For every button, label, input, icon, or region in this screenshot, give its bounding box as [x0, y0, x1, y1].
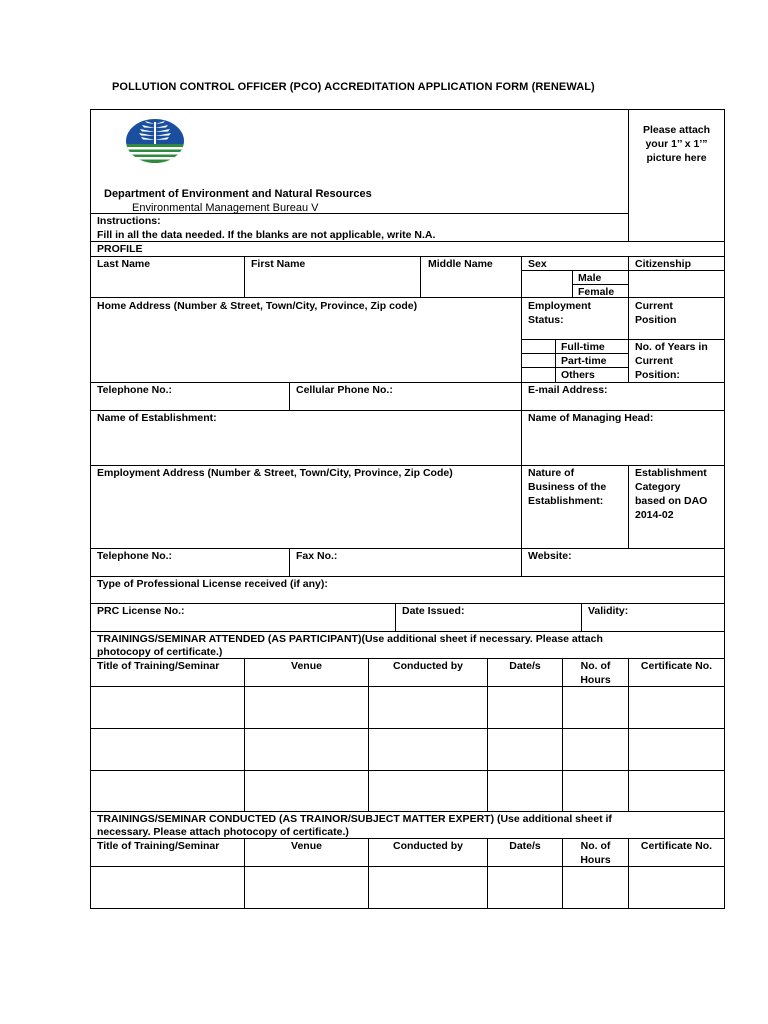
nature-of-business-field[interactable]: Nature of: [528, 467, 575, 479]
instructions-label: Instructions:: [97, 215, 161, 227]
managing-head-field[interactable]: Name of Managing Head:: [528, 412, 654, 424]
table-row[interactable]: [91, 867, 724, 908]
establishment-category-field[interactable]: Establishment: [635, 467, 707, 479]
validity-field[interactable]: Validity:: [588, 605, 629, 617]
column-header: Certificate No.: [640, 660, 713, 672]
column-header: Title of Training/Seminar: [97, 660, 220, 672]
home-address-field[interactable]: Home Address (Number & Street, Town/City, Province, Zip code): [97, 300, 418, 312]
establishment-name-field[interactable]: Name of Establishment:: [97, 412, 217, 424]
establishment-category-field[interactable]: based on DAO: [635, 495, 708, 507]
instructions-text: Fill in all the data needed. If the blanks are not applicable, write N.A.: [97, 229, 436, 241]
column-header: No. of: [580, 660, 611, 672]
column-header: Venue: [291, 660, 322, 672]
current-position-field[interactable]: Position: [635, 314, 677, 326]
sex-option-male[interactable]: Male: [578, 272, 602, 284]
date-issued-field[interactable]: Date Issued:: [402, 605, 465, 617]
column-header: No. of: [580, 840, 611, 852]
trainings-attended-heading-note: photocopy of certificate.): [97, 646, 223, 658]
photo-instruction-line: picture here: [646, 152, 707, 164]
last-name-field[interactable]: Last Name: [97, 258, 151, 270]
trainings-conducted-heading: TRAININGS/SEMINAR CONDUCTED (AS TRAINOR/SUBJECT MATTER EXPERT) (Use additional sheet if: [97, 813, 612, 825]
establishment-category-field[interactable]: 2014-02: [635, 509, 674, 521]
years-in-position-field[interactable]: No. of Years in: [635, 341, 708, 353]
nature-of-business-field[interactable]: Establishment:: [528, 495, 604, 507]
status-option-full-time[interactable]: Full-time: [561, 341, 605, 353]
prc-license-field[interactable]: PRC License No.:: [97, 605, 185, 617]
column-header: Conducted by: [393, 840, 463, 852]
status-option-others[interactable]: Others: [561, 369, 595, 381]
column-header: Venue: [291, 840, 322, 852]
table-row[interactable]: [91, 687, 724, 728]
photo-instruction-line: your 1’’ x 1’”: [645, 138, 708, 150]
department-name: Department of Environment and Natural Resources: [104, 188, 372, 200]
form-title: POLLUTION CONTROL OFFICER (PCO) ACCREDITATION APPLICATION FORM (RENEWAL): [112, 81, 595, 93]
email-field[interactable]: E-mail Address:: [528, 384, 608, 396]
trainings-attended-heading: TRAININGS/SEMINAR ATTENDED (AS PARTICIPANT)(Use additional sheet if necessary. Please attach: [97, 633, 603, 645]
column-header: Certificate No.: [640, 840, 713, 852]
employment-status-label: Status:: [528, 314, 564, 326]
website-field[interactable]: Website:: [528, 550, 572, 562]
years-in-position-field[interactable]: Position:: [635, 369, 680, 381]
status-option-part-time[interactable]: Part-time: [561, 355, 607, 367]
trainings-conducted-heading-note: necessary. Please attach photocopy of certificate.): [97, 826, 349, 838]
telephone-field[interactable]: Telephone No.:: [97, 384, 173, 396]
current-position-field[interactable]: Current: [635, 300, 673, 312]
sex-option-female[interactable]: Female: [578, 286, 615, 298]
column-header: Hours: [580, 674, 611, 686]
nature-of-business-field[interactable]: Business of the: [528, 481, 607, 493]
cellular-phone-field[interactable]: Cellular Phone No.:: [296, 384, 393, 396]
column-header: Date/s: [509, 660, 541, 672]
sex-label: Sex: [528, 258, 547, 270]
telephone-field-2[interactable]: Telephone No.:: [97, 550, 173, 562]
years-in-position-field[interactable]: Current: [635, 355, 673, 367]
photo-instruction-line: Please attach: [642, 124, 711, 136]
column-header: Hours: [580, 854, 611, 866]
profile-heading: PROFILE: [97, 243, 143, 255]
establishment-category-field[interactable]: Category: [635, 481, 681, 493]
first-name-field[interactable]: First Name: [251, 258, 306, 270]
column-header: Conducted by: [393, 660, 463, 672]
citizenship-field[interactable]: Citizenship: [635, 258, 692, 270]
table-row[interactable]: [91, 729, 724, 770]
column-header: Date/s: [509, 840, 541, 852]
middle-name-field[interactable]: Middle Name: [428, 258, 493, 270]
employment-status-label: Employment: [528, 300, 592, 312]
fax-field[interactable]: Fax No.:: [296, 550, 338, 562]
employment-address-field[interactable]: Employment Address (Number & Street, Town/City, Province, Zip Code): [97, 467, 453, 479]
table-row[interactable]: [91, 771, 724, 811]
license-type-field[interactable]: Type of Professional License received (if any):: [97, 578, 328, 590]
denr-logo: [125, 118, 185, 164]
bureau-name: Environmental Management Bureau V: [132, 202, 319, 214]
column-header: Title of Training/Seminar: [97, 840, 220, 852]
